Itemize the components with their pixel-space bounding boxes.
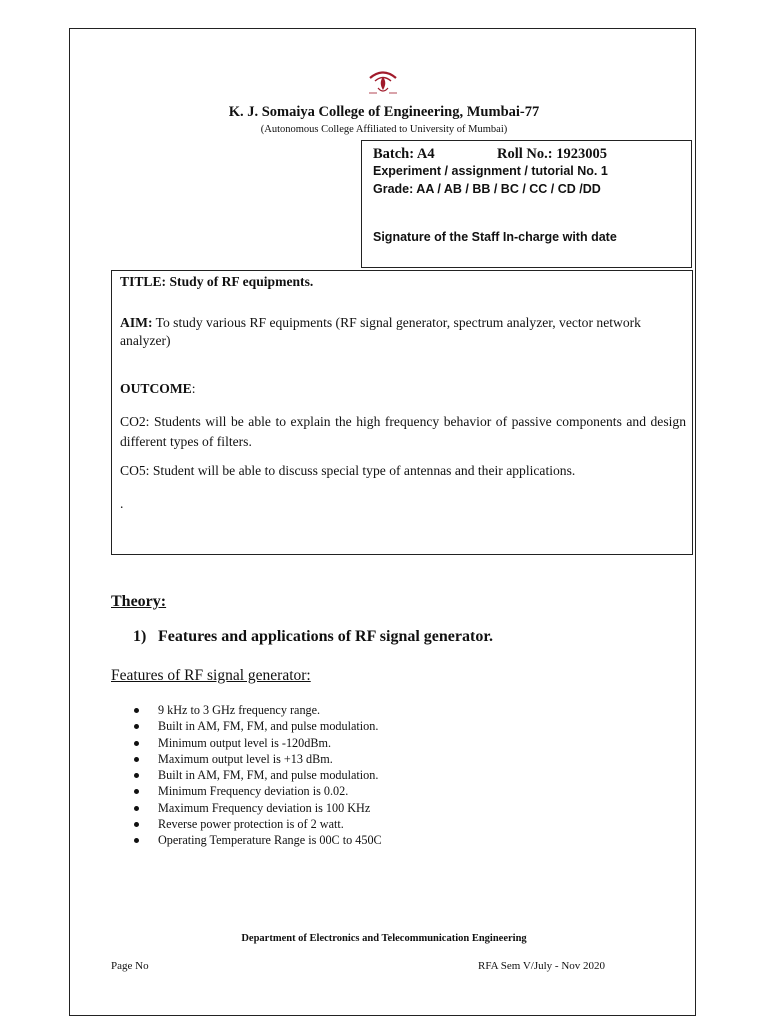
feature-item: Reverse power protection is of 2 watt. [133,816,382,832]
section-heading [133,628,493,646]
batch-info-box [361,140,692,268]
outcome-co5: CO5: Student will be able to discuss special type of antennas and their applications. [120,463,576,478]
college-name: K. J. Somaiya College of Engineering, Mumbai-77 [228,104,540,120]
feature-item: Maximum Frequency deviation is 100 KHz [133,800,382,816]
outcome-co2: CO2: Students will be able to explain the high frequency behavior of passive components and design different types of filters. [120,414,686,449]
department-name: Department of Electronics and Telecommunication Engineering [241,933,527,944]
feature-item: Built in AM, FM, FM, and pulse modulation. [133,767,382,783]
batch-roll-line [373,146,607,163]
title-aim-outcome-box [111,270,693,555]
feature-item: Operating Temperature Range is 00C to 450C [133,832,382,848]
section-number: 1) [133,628,147,645]
title-label: TITLE: [120,274,167,289]
experiment-aim [120,314,690,350]
staff-signature-label: Signature of the Staff In-charge with date [373,230,617,244]
experiment-number: Experiment / assignment / tutorial No. 1 [373,164,608,178]
college-affiliation: (Autonomous College Affiliated to University of Mumbai) [260,124,508,135]
page-number-label: Page No [111,960,149,972]
features-heading: Features of RF signal generator: [111,667,311,684]
feature-item: 9 kHz to 3 GHz frequency range. [133,702,382,718]
grade-options: Grade: AA / AB / BB / BC / CC / CD /DD [373,182,601,196]
features-list [133,702,382,849]
feature-item: Maximum output level is +13 dBm. [133,751,382,767]
title-text: Study of RF equipments. [166,274,314,289]
section-title: Features and applications of RF signal generator. [158,628,493,645]
experiment-title [120,273,313,291]
theory-heading: Theory: [111,593,167,610]
aim-label: AIM: [120,315,153,330]
stray-dot: . [120,496,124,511]
course-semester: RFA Sem V/July - Nov 2020 [478,960,606,972]
feature-item: Built in AM, FM, FM, and pulse modulation. [133,718,382,734]
outcome-label: OUTCOME [120,381,192,396]
feature-item: Minimum Frequency deviation is 0.02. [133,783,382,799]
aim-text: To study various RF equipments (RF signal generator, spectrum analyzer, vector network analyzer) [120,315,641,348]
batch-label: Batch: A4 [373,146,435,162]
outcome-heading [120,380,196,398]
roll-number: Roll No.: 1923005 [497,146,607,162]
outcome-colon: : [191,381,196,396]
feature-item: Minimum output level is -120dBm. [133,735,382,751]
college-logo-icon [365,66,401,96]
